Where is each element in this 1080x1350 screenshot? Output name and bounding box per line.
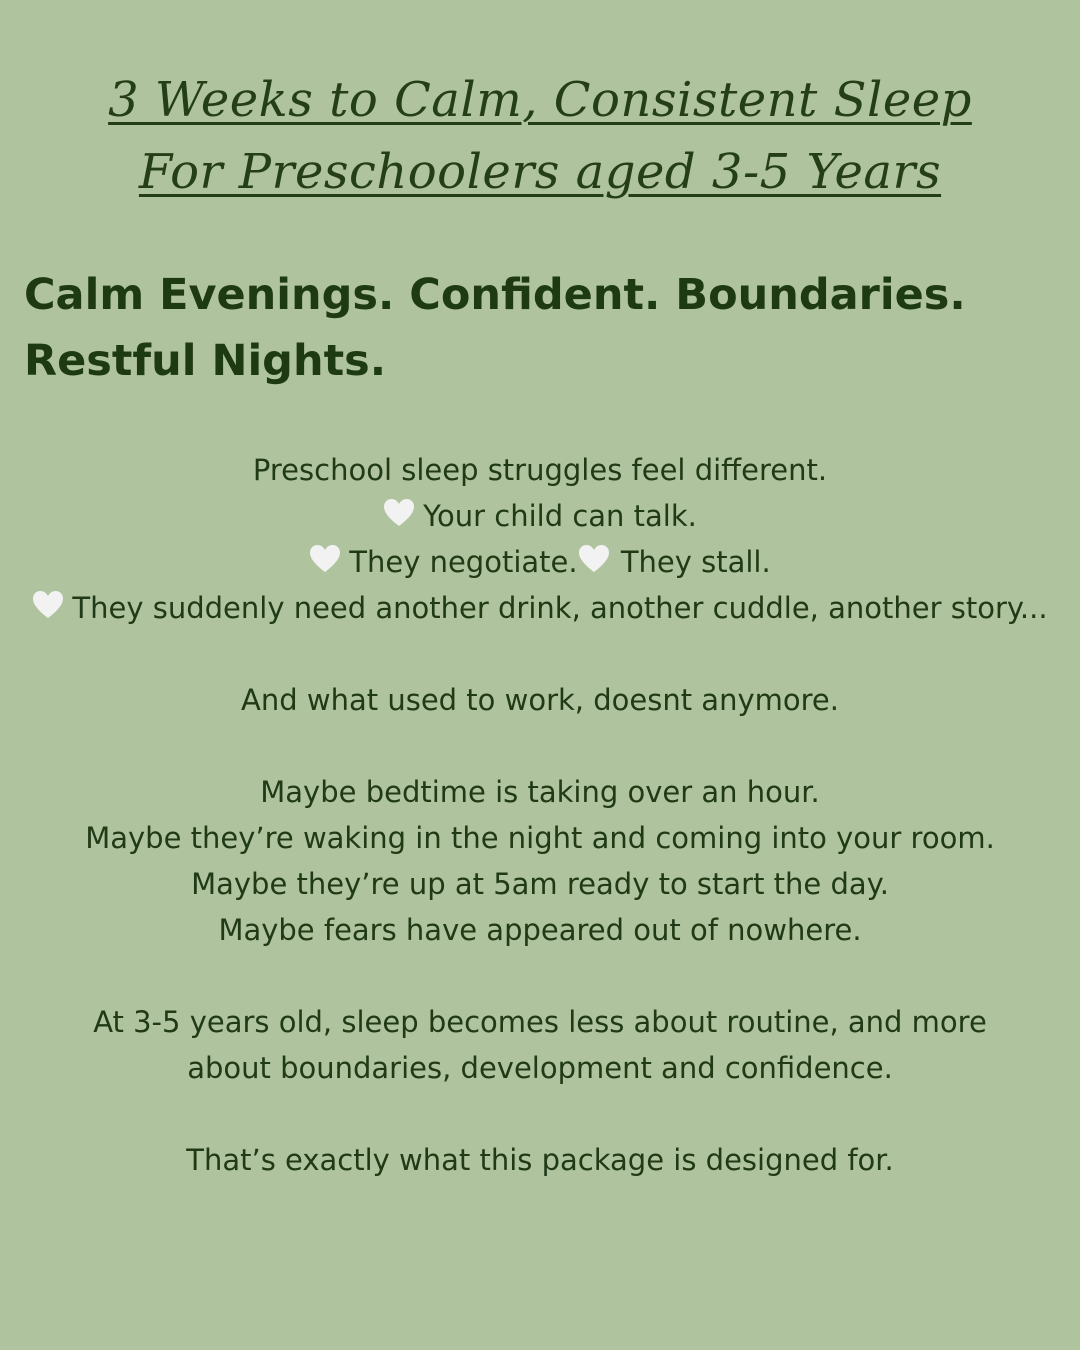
intro-bullet-1-text: Your child can talk. <box>423 499 697 533</box>
title-line-2: For Preschoolers aged 3-5 Years <box>138 144 942 200</box>
intro-lead: Preschool sleep struggles feel different. <box>252 453 828 487</box>
maybe-line-1: Maybe bedtime is taking over an hour. <box>260 775 820 809</box>
headline-line-2: Restful Nights. <box>24 336 387 386</box>
intro-bullet-2 <box>20 539 1060 585</box>
white-heart-icon <box>309 544 341 574</box>
intro-bullet-2a-text: They negotiate. <box>349 545 578 579</box>
intro-bullet-2b-text: They stall. <box>620 545 771 579</box>
spacer <box>20 953 1060 999</box>
maybe-line-2: Maybe they’re waking in the night and coming into your room. <box>85 821 995 855</box>
paragraph-1: And what used to work, doesnt anymore. <box>241 683 839 717</box>
title-line-1: 3 Weeks to Calm, Consistent Sleep <box>108 72 972 128</box>
intro-bullet-3 <box>20 585 1060 631</box>
spacer <box>20 723 1060 769</box>
spacer <box>20 1091 1060 1137</box>
paragraph-2-line-1: At 3-5 years old, sleep becomes less about routine, and more <box>93 1005 987 1039</box>
white-heart-icon <box>383 498 415 528</box>
body-copy <box>20 447 1060 1183</box>
paragraph-2-line-2: about boundaries, development and confidence. <box>187 1051 893 1085</box>
white-heart-icon <box>578 544 610 574</box>
intro-bullet-1 <box>20 493 1060 539</box>
white-heart-icon <box>32 590 64 620</box>
headline-line-1: Calm Evenings. Confident. Boundaries. <box>24 270 966 320</box>
closing-line: That’s exactly what this package is designed for. <box>186 1143 894 1177</box>
maybe-line-4: Maybe fears have appeared out of nowhere. <box>218 913 862 947</box>
spacer <box>20 631 1060 677</box>
maybe-line-3: Maybe they’re up at 5am ready to start the day. <box>191 867 889 901</box>
headline <box>24 262 1064 394</box>
page-title <box>20 64 1060 208</box>
intro-bullet-3-text: They suddenly need another drink, another cuddle, another story... <box>72 591 1048 625</box>
